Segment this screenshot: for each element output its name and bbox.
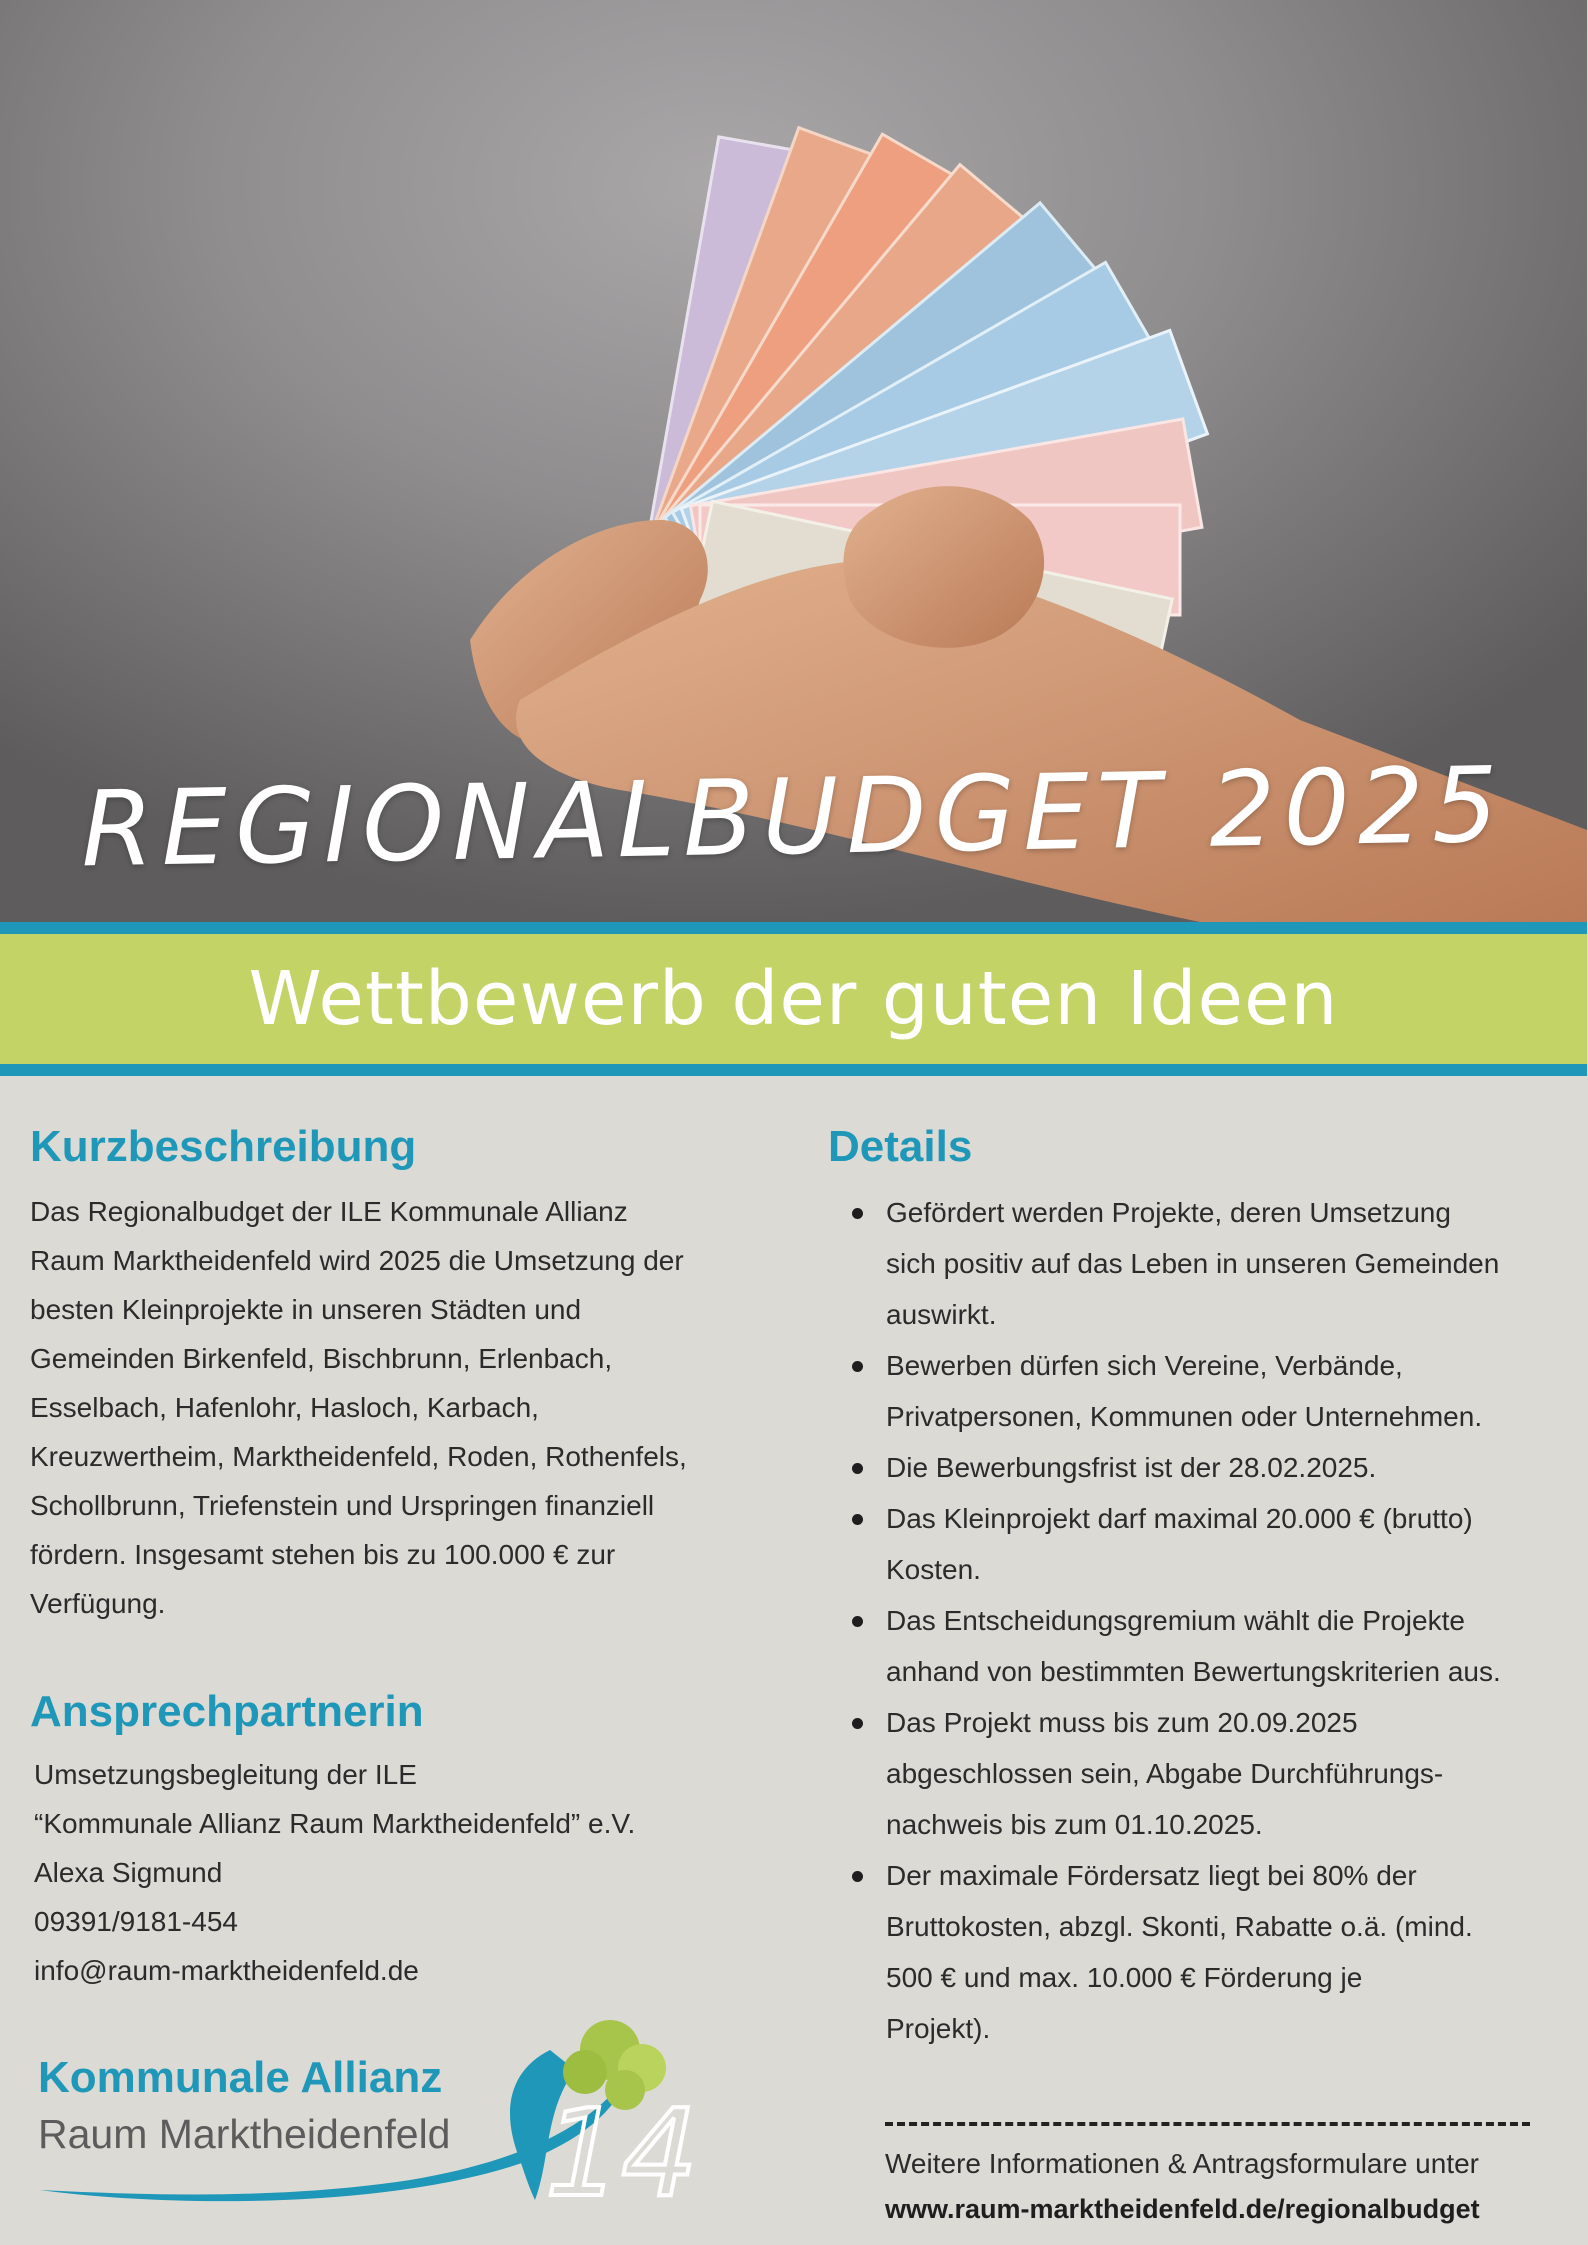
text-line: Esselbach, Hafenlohr, Hasloch, Karbach, bbox=[30, 1392, 539, 1423]
ansprechpartnerin-section bbox=[30, 1687, 750, 1995]
text-line: Bewerben dürfen sich Vereine, Verbände, bbox=[886, 1350, 1403, 1381]
hero-image bbox=[0, 0, 1587, 922]
text-line: Das Regionalbudget der ILE Kommunale Allianz bbox=[30, 1196, 628, 1227]
text-line: besten Kleinprojekte in unseren Städten und bbox=[30, 1294, 582, 1325]
text-line: Kreuzwertheim, Marktheidenfeld, Roden, Rothenfels, bbox=[30, 1441, 687, 1472]
details-section bbox=[828, 1122, 1558, 2054]
kurzbeschreibung-section bbox=[30, 1122, 750, 1628]
contact-organization: Umsetzungsbegleitung der ILE bbox=[34, 1759, 417, 1790]
contact-email[interactable]: info@raum-marktheidenfeld.de bbox=[34, 1955, 419, 1986]
text-line: Raum Marktheidenfeld wird 2025 die Umsetzung der bbox=[30, 1245, 684, 1276]
bullet-icon bbox=[852, 1718, 863, 1729]
bullet-icon bbox=[852, 1361, 863, 1372]
kurzbeschreibung-text bbox=[30, 1187, 750, 1628]
text-line: Das Entscheidungsgremium wählt die Projekte bbox=[886, 1605, 1465, 1636]
banner-top-stripe bbox=[0, 922, 1587, 934]
text-line: 500 € und max. 10.000 € Förderung je bbox=[886, 1962, 1363, 1993]
details-list bbox=[828, 1187, 1558, 2054]
poster-title: REGIONALBUDGET 2025 bbox=[79, 743, 1508, 891]
bullet-icon bbox=[852, 1208, 863, 1219]
contact-phone[interactable]: 09391/9181-454 bbox=[34, 1906, 238, 1937]
details-item bbox=[828, 1493, 1558, 1595]
details-item bbox=[828, 1442, 1558, 1493]
contact-person: Alexa Sigmund bbox=[34, 1857, 223, 1888]
bullet-icon bbox=[852, 1871, 863, 1882]
text-line: auswirkt. bbox=[886, 1299, 997, 1330]
text-line: fördern. Insgesamt stehen bis zu 100.000 € zur bbox=[30, 1539, 616, 1570]
text-line: anhand von bestimmten Bewertungskriterien aus. bbox=[886, 1656, 1501, 1687]
logo-numeral: 14 bbox=[545, 2085, 698, 2224]
banner-bottom-stripe bbox=[0, 1064, 1587, 1076]
text-line: Verfügung. bbox=[30, 1588, 166, 1619]
text-line: Kosten. bbox=[886, 1554, 981, 1585]
kurzbeschreibung-heading: Kurzbeschreibung bbox=[30, 1122, 417, 1171]
bullet-icon bbox=[852, 1616, 863, 1627]
ansprechpartnerin-heading: Ansprechpartnerin bbox=[30, 1687, 424, 1736]
logo-line-1: Kommunale Allianz bbox=[38, 2053, 443, 2102]
details-item bbox=[828, 1187, 1558, 1340]
dashed-divider bbox=[885, 2122, 1530, 2126]
text-line: Gemeinden Birkenfeld, Bischbrunn, Erlenbach, bbox=[30, 1343, 613, 1374]
kommunale-allianz-logo bbox=[30, 2010, 698, 2224]
text-line: Die Bewerbungsfrist ist der 28.02.2025. bbox=[886, 1452, 1377, 1483]
bullet-icon bbox=[852, 1463, 863, 1474]
logo-line-2: Raum Marktheidenfeld bbox=[38, 2111, 451, 2157]
text-line: sich positiv auf das Leben in unseren Gemeinden bbox=[886, 1248, 1500, 1279]
text-line: abgeschlossen sein, Abgabe Durchführungs- bbox=[886, 1758, 1444, 1789]
text-line: Bruttokosten, abzgl. Skonti, Rabatte o.ä. (mind. bbox=[886, 1911, 1473, 1942]
details-item bbox=[828, 1697, 1558, 1850]
banner-text: Wettbewerb der guten Ideen bbox=[248, 956, 1339, 1042]
footer-note: Weitere Informationen & Antragsformulare unter bbox=[885, 2148, 1480, 2179]
text-line: Der maximale Fördersatz liegt bei 80% der bbox=[886, 1860, 1417, 1891]
text-line: Das Kleinprojekt darf maximal 20.000 € (brutto) bbox=[886, 1503, 1473, 1534]
text-line: Projekt). bbox=[886, 2013, 991, 2044]
text-line: nachweis bis zum 01.10.2025. bbox=[886, 1809, 1263, 1840]
details-item bbox=[828, 1595, 1558, 1697]
details-item bbox=[828, 1850, 1558, 2054]
text-line: Gefördert werden Projekte, deren Umsetzung bbox=[886, 1197, 1451, 1228]
details-heading: Details bbox=[828, 1122, 973, 1171]
bullet-icon bbox=[852, 1514, 863, 1525]
text-line: Das Projekt muss bis zum 20.09.2025 bbox=[886, 1707, 1358, 1738]
details-item bbox=[828, 1340, 1558, 1442]
subtitle-banner bbox=[0, 934, 1587, 1064]
contact-organization-name: “Kommunale Allianz Raum Marktheidenfeld” e.V. bbox=[34, 1808, 636, 1839]
footer-url-link[interactable]: www.raum-marktheidenfeld.de/regionalbudget bbox=[885, 2194, 1480, 2224]
text-line: Privatpersonen, Kommunen oder Unternehmen. bbox=[886, 1401, 1483, 1432]
text-line: Schollbrunn, Triefenstein und Urspringen finanziell bbox=[30, 1490, 655, 1521]
